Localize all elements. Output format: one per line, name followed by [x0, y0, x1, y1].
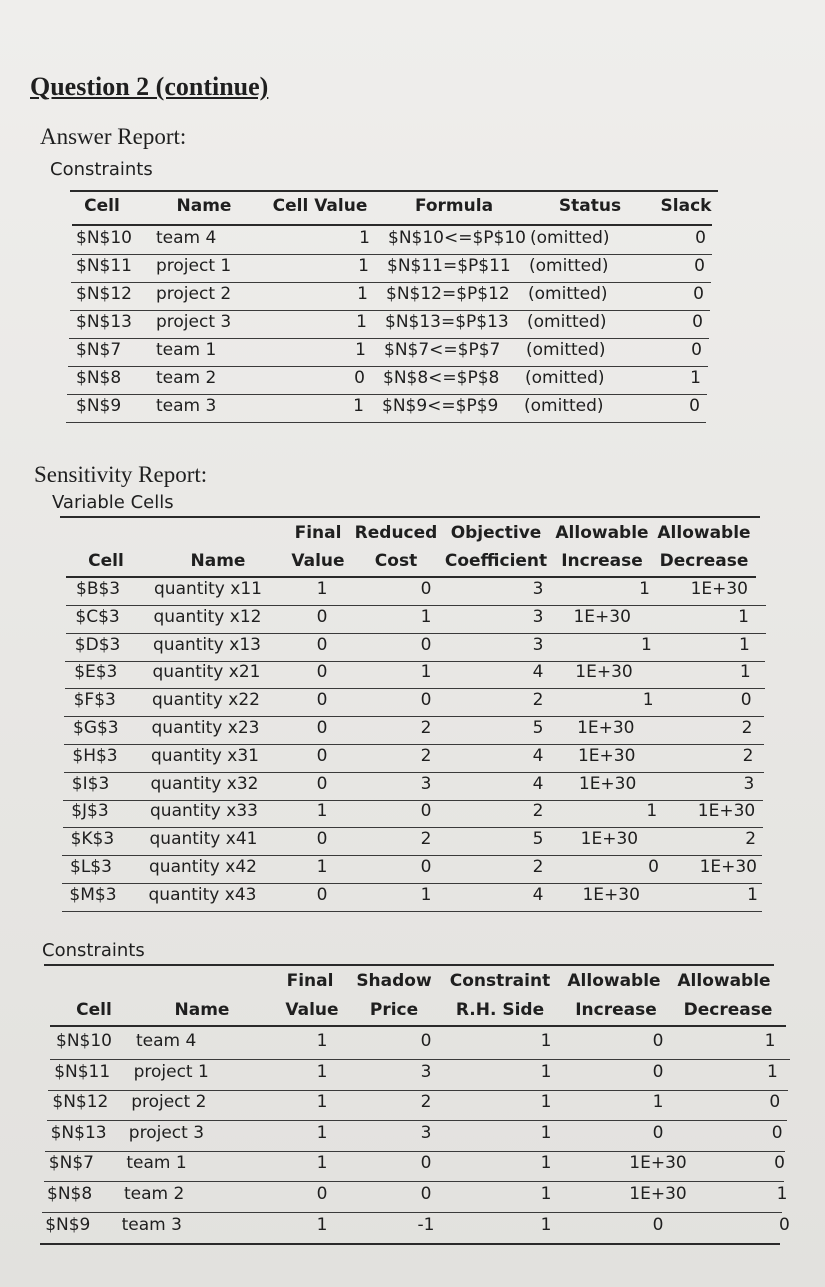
constraint-cell-5-1: team 2 [124, 1184, 185, 1204]
answer-report-heading: Answer Report: [40, 124, 187, 149]
variable-cell-8-1: quantity x33 [150, 801, 258, 822]
constraint-cell-6-4: 1 [540, 1214, 552, 1235]
variable-row-rule [62, 911, 762, 912]
variable-cell-1-4: 3 [532, 606, 544, 627]
constraint-cell-0-2: 1 [316, 1031, 328, 1051]
variable-cell-4-2: 0 [316, 690, 328, 711]
variable-cell-4-3: 0 [420, 690, 432, 711]
variable-cells-label: Variable Cells [52, 492, 174, 513]
constraint-header-top-1: Shadow [356, 971, 432, 991]
answer-cell-3-2: 1 [356, 312, 367, 332]
variable-cell-4-1: quantity x22 [152, 690, 260, 711]
constraint-cell-5-6: 1 [776, 1184, 788, 1204]
constraint-cell-1-5: 0 [652, 1061, 664, 1082]
variable-cell-0-6: 1E+30 [690, 579, 748, 599]
variable-cell-2-2: 0 [316, 634, 328, 655]
variable-cell-10-1: quantity x42 [149, 857, 257, 877]
answer-cell-4-2: 1 [355, 340, 366, 360]
answer-cell-4-4: (omitted) [526, 340, 606, 360]
variable-cell-10-4: 2 [532, 857, 544, 877]
answer-cell-6-4: (omitted) [524, 396, 604, 416]
answer-top-rule [70, 190, 718, 192]
answer-cell-6-5: 0 [689, 396, 700, 416]
variable-cell-7-0: $I$3 [71, 773, 110, 794]
variable-cell-2-3: 0 [420, 634, 432, 655]
variable-cell-3-2: 0 [316, 662, 328, 683]
variable-cell-0-4: 3 [532, 579, 544, 599]
variable-cell-1-1: quantity x12 [153, 606, 262, 627]
constraint-cell-3-2: 1 [316, 1122, 328, 1143]
variable-cell-8-5: 1 [646, 801, 658, 822]
constraint-row-rule [40, 1243, 780, 1245]
answer-cell-3-1: project 3 [156, 312, 232, 332]
variable-cell-0-3: 0 [420, 579, 432, 599]
constraint-header-2: Value [285, 1000, 339, 1020]
variable-cell-3-6: 1 [739, 662, 751, 683]
constraint-cell-5-5: 1E+30 [629, 1184, 687, 1204]
constraint-cell-2-0: $N$12 [52, 1092, 109, 1113]
answer-header-3: Formula [414, 196, 494, 216]
answer-cell-1-3: $N$11=$P$11 [387, 256, 511, 276]
variable-cell-5-3: 2 [420, 718, 432, 738]
constraint-cell-4-5: 1E+30 [629, 1153, 687, 1174]
variable-cell-2-6: 1 [738, 634, 750, 655]
constraint-cell-6-5: 0 [652, 1214, 664, 1235]
constraint-cell-0-0: $N$10 [56, 1031, 112, 1051]
constraint-cell-3-0: $N$13 [50, 1122, 107, 1143]
variable-cell-1-2: 0 [316, 606, 328, 627]
answer-cell-2-3: $N$12=$P$12 [386, 284, 510, 304]
constraint-row-rule [44, 1181, 784, 1182]
constraint-cell-2-5: 1 [652, 1092, 664, 1113]
answer-cell-6-1: team 3 [156, 396, 217, 416]
variable-cell-7-3: 3 [420, 773, 432, 794]
constraint-cell-6-3: -1 [417, 1214, 435, 1235]
variable-header-top-1: Reduced [354, 523, 438, 543]
answer-cell-3-4: (omitted) [527, 312, 607, 332]
answer-cell-0-2: 1 [359, 228, 370, 248]
constraint-cell-1-2: 1 [316, 1061, 328, 1082]
page-title: Question 2 (continue) [30, 72, 269, 101]
variable-cell-11-5: 1E+30 [582, 884, 640, 905]
variable-cell-9-0: $K$3 [70, 829, 115, 850]
variable-cell-5-6: 2 [741, 718, 753, 738]
variable-cell-6-0: $H$3 [72, 745, 118, 766]
answer-cell-2-1: project 2 [156, 284, 232, 304]
answer-header-2: Cell Value [272, 196, 368, 216]
constraint-cell-4-1: team 1 [126, 1153, 187, 1174]
answer-constraints-label: Constraints [50, 159, 153, 180]
answer-cell-2-0: $N$12 [76, 284, 132, 304]
constraint-row-rule [45, 1151, 785, 1152]
constraint-header-top-3: Allowable [567, 971, 661, 991]
constraint-cell-6-2: 1 [316, 1214, 328, 1235]
variable-header-rule [66, 576, 756, 578]
variable-cell-6-3: 2 [420, 745, 432, 766]
constraint-header-top-0: Final [286, 971, 334, 991]
variable-cell-8-2: 1 [316, 801, 328, 822]
answer-header-4: Status [558, 196, 622, 216]
variable-cell-6-6: 2 [742, 745, 754, 766]
constraint-header-6: Decrease [683, 1000, 773, 1020]
answer-cell-0-5: 0 [695, 228, 706, 248]
answer-row-rule [67, 394, 707, 395]
answer-header-rule [72, 224, 712, 226]
variable-cell-6-2: 0 [316, 745, 328, 766]
constraint-cell-0-4: 1 [540, 1031, 552, 1051]
answer-row-rule [71, 282, 711, 283]
variable-cell-8-6: 1E+30 [697, 801, 756, 822]
variable-cell-2-0: $D$3 [74, 634, 121, 655]
variable-cell-7-1: quantity x32 [150, 773, 259, 794]
answer-cell-1-0: $N$11 [76, 256, 132, 276]
variable-cell-1-0: $C$3 [75, 606, 120, 627]
variable-cell-0-2: 1 [316, 579, 328, 599]
constraint-cell-4-4: 1 [540, 1153, 552, 1174]
constraint-cell-5-4: 1 [540, 1184, 552, 1204]
answer-cell-4-5: 0 [691, 340, 702, 360]
variable-header-1: Name [190, 551, 246, 571]
variable-cell-8-0: $J$3 [71, 801, 109, 822]
constraint-cell-1-4: 1 [540, 1061, 552, 1082]
variable-cell-6-4: 4 [532, 745, 544, 766]
constraint-header-0: Cell [76, 1000, 112, 1020]
variable-cell-5-1: quantity x23 [151, 718, 260, 738]
variable-cell-0-0: $B$3 [76, 579, 121, 599]
variable-cell-5-2: 0 [316, 718, 328, 738]
variable-cell-3-3: 1 [420, 662, 432, 683]
answer-cell-4-0: $N$7 [76, 340, 122, 360]
answer-cell-5-5: 1 [690, 368, 701, 388]
variable-header-0: Cell [88, 551, 124, 571]
variable-cell-7-4: 4 [532, 773, 544, 794]
answer-row-rule [68, 366, 708, 367]
answer-cell-0-4: (omitted) [530, 228, 610, 248]
answer-cell-1-2: 1 [358, 256, 369, 276]
variable-header-top-0: Final [294, 523, 342, 543]
variable-cell-7-5: 1E+30 [578, 773, 637, 794]
constraint-cell-1-1: project 1 [133, 1061, 209, 1082]
constraint-row-rule [42, 1212, 782, 1213]
answer-cell-5-0: $N$8 [76, 368, 122, 388]
variable-cell-9-1: quantity x41 [149, 829, 258, 850]
answer-row-rule [72, 254, 712, 255]
variable-header-3: Cost [374, 551, 418, 571]
constraint-cell-3-6: 0 [771, 1122, 783, 1143]
constraint-cell-2-3: 2 [420, 1092, 432, 1113]
variable-cell-6-1: quantity x31 [151, 745, 259, 766]
answer-cell-6-2: 1 [353, 396, 364, 416]
constraint-row-rule [50, 1059, 790, 1060]
constraint-cell-5-3: 0 [420, 1184, 432, 1204]
constraint-header-top-4: Allowable [677, 971, 771, 991]
answer-cell-0-1: team 4 [156, 228, 217, 248]
constraint-header-4: R.H. Side [455, 1000, 545, 1020]
variable-cell-3-5: 1E+30 [575, 662, 633, 683]
constraint-cell-6-1: team 3 [121, 1214, 182, 1235]
variable-cell-9-6: 2 [745, 829, 757, 850]
variable-cell-3-4: 4 [532, 662, 544, 683]
constraint-cell-5-0: $N$8 [47, 1184, 93, 1204]
variable-cell-2-4: 3 [532, 634, 544, 655]
constraint-cell-4-2: 1 [316, 1153, 328, 1174]
variable-cell-11-1: quantity x43 [148, 884, 257, 905]
variable-cell-11-4: 4 [532, 884, 544, 905]
constraint-cell-0-5: 0 [652, 1031, 664, 1051]
answer-cell-6-3: $N$9<=$P$9 [382, 396, 499, 416]
variable-cell-4-0: $F$3 [73, 690, 116, 711]
answer-cell-6-0: $N$9 [76, 396, 122, 416]
variable-cell-1-3: 1 [420, 606, 432, 627]
constraint-cell-0-1: team 4 [136, 1031, 197, 1051]
variable-cell-8-3: 0 [420, 801, 432, 822]
variable-header-2: Value [291, 551, 345, 571]
variable-cell-9-5: 1E+30 [580, 829, 639, 850]
variable-cell-11-6: 1 [747, 884, 758, 905]
variable-cell-1-6: 1 [738, 606, 749, 627]
answer-cell-5-1: team 2 [156, 368, 217, 388]
variable-cell-6-5: 1E+30 [577, 745, 636, 766]
answer-cell-5-2: 0 [354, 368, 365, 388]
answer-cell-4-1: team 1 [156, 340, 217, 360]
variable-cell-10-6: 1E+30 [699, 857, 757, 877]
variable-header-top-2: Objective [450, 523, 542, 543]
constraint-header-5: Increase [575, 1000, 657, 1020]
answer-cell-2-5: 0 [693, 284, 704, 304]
constraint-cell-6-6: 0 [778, 1214, 790, 1235]
variable-header-5: Increase [561, 551, 643, 571]
variable-cell-9-4: 5 [532, 829, 544, 850]
variable-cell-10-0: $L$3 [70, 857, 112, 877]
answer-cell-2-2: 1 [357, 284, 368, 304]
variable-header-top-4: Allowable [657, 523, 751, 543]
answer-cell-1-4: (omitted) [529, 256, 609, 276]
variable-cell-3-1: quantity x21 [152, 662, 261, 683]
variable-cell-3-0: $E$3 [74, 662, 118, 683]
constraint-cell-0-6: 1 [764, 1031, 776, 1051]
constraint-header-3: Price [369, 1000, 419, 1020]
variable-cell-11-2: 0 [316, 884, 328, 905]
variable-cell-0-1: quantity x11 [154, 579, 262, 599]
variable-cell-1-5: 1E+30 [573, 606, 631, 627]
constraint-cell-4-6: 0 [774, 1153, 785, 1174]
variable-cell-4-6: 0 [740, 690, 752, 711]
variable-cell-11-3: 1 [420, 884, 432, 905]
constraint-cell-5-2: 0 [316, 1184, 328, 1204]
answer-row-rule [69, 338, 709, 339]
constraint-cell-6-0: $N$9 [45, 1214, 91, 1235]
constraint-cell-3-5: 0 [652, 1122, 664, 1143]
answer-row-rule [66, 422, 706, 423]
constraint-header-1: Name [174, 1000, 230, 1020]
answer-header-5: Slack [660, 196, 712, 216]
variable-cell-11-0: $M$3 [69, 884, 117, 905]
variable-cell-8-4: 2 [532, 801, 544, 822]
variable-cell-7-2: 0 [316, 773, 328, 794]
variable-cell-4-4: 2 [532, 690, 544, 711]
variable-cell-10-2: 1 [316, 857, 328, 877]
answer-cell-3-0: $N$13 [76, 312, 132, 332]
constraint-cell-0-3: 0 [420, 1031, 432, 1051]
variable-cell-4-5: 1 [642, 690, 654, 711]
answer-cell-1-1: project 1 [156, 256, 232, 276]
variable-cell-7-6: 3 [743, 773, 755, 794]
constraint-cell-1-0: $N$11 [54, 1061, 111, 1082]
variable-cell-9-3: 2 [420, 829, 432, 850]
constraint-row-rule [47, 1120, 787, 1121]
constraint-cell-2-2: 1 [316, 1092, 328, 1113]
variable-cell-5-4: 5 [532, 718, 544, 738]
variable-cell-10-5: 0 [648, 857, 659, 877]
answer-cell-0-0: $N$10 [76, 228, 132, 248]
constraint-row-rule [48, 1090, 788, 1091]
constraints-top-rule [44, 964, 774, 966]
answer-cell-3-3: $N$13=$P$13 [385, 312, 509, 332]
constraint-cell-3-3: 3 [420, 1122, 432, 1143]
variable-cell-10-3: 0 [420, 857, 432, 877]
variable-header-4: Coefficient [444, 551, 548, 571]
variable-cell-2-1: quantity x13 [153, 634, 261, 655]
constraint-cell-1-6: 1 [766, 1061, 778, 1082]
answer-header-0: Cell [84, 196, 120, 216]
variable-cell-5-0: $G$3 [73, 718, 119, 738]
answer-cell-2-4: (omitted) [528, 284, 608, 304]
constraint-cell-1-3: 3 [420, 1061, 432, 1082]
variable-cell-9-2: 0 [316, 829, 328, 850]
variable-cell-2-5: 1 [640, 634, 652, 655]
variable-cell-0-5: 1 [639, 579, 650, 599]
answer-row-rule [70, 310, 710, 311]
constraint-header-top-2: Constraint [449, 971, 551, 991]
answer-cell-3-5: 0 [692, 312, 703, 332]
answer-cell-4-3: $N$7<=$P$7 [384, 340, 501, 360]
constraint-cell-2-4: 1 [540, 1092, 552, 1113]
answer-cell-0-3: $N$10<=$P$10 [388, 228, 526, 248]
constraint-cell-4-3: 0 [420, 1153, 432, 1174]
variable-header-6: Decrease [659, 551, 749, 571]
answer-cell-5-4: (omitted) [525, 368, 605, 388]
sensitivity-constraints-label: Constraints [42, 940, 145, 961]
constraint-cell-3-4: 1 [540, 1122, 552, 1143]
answer-header-1: Name [176, 196, 232, 216]
constraint-cell-2-6: 0 [769, 1092, 781, 1113]
constraint-cell-2-1: project 2 [131, 1092, 207, 1113]
variable-top-rule [60, 516, 760, 518]
answer-cell-1-5: 0 [694, 256, 705, 276]
answer-cell-5-3: $N$8<=$P$8 [383, 368, 500, 388]
constraint-cell-3-1: project 3 [128, 1122, 205, 1143]
variable-cell-5-5: 1E+30 [577, 718, 635, 738]
constraint-cell-4-0: $N$7 [48, 1153, 94, 1174]
sensitivity-report-heading: Sensitivity Report: [34, 462, 208, 487]
variable-header-top-3: Allowable [555, 523, 649, 543]
constraint-header-rule [50, 1025, 786, 1027]
